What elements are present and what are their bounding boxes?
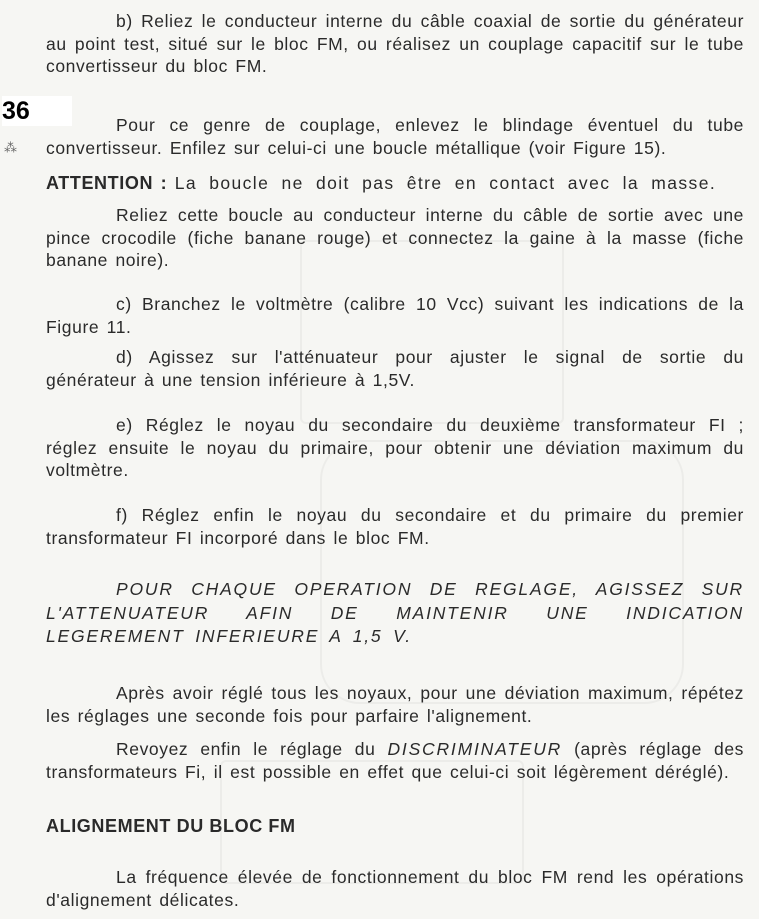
section-heading: ALIGNEMENT DU BLOC FM	[46, 816, 296, 836]
paragraph-c: c) Branchez le voltmètre (calibre 10 Vcc) suivant les indications de la Figure 11.	[46, 294, 744, 337]
paragraph-d: d) Agissez sur l'atténuateur pour ajuster le signal de sortie du générateur à une tension inférieure à 1,5V.	[46, 347, 744, 390]
paragraph-b: b) Reliez le conducteur interne du câble coaxial de sortie du générateur au point test, situé sur le bloc FM, ou réalisez un couplage capacitif sur le tube convertisseur du bloc FM.	[46, 11, 744, 76]
revoyez-suffix: (après réglage des transformateurs Fi, il est possible en effet que celui-ci soit légèrement déréglé).	[46, 739, 744, 782]
page-number: 36	[2, 96, 72, 126]
paragraph-f: f) Réglez enfin le noyau du secondaire et du primaire du premier transformateur FI incorporé dans le bloc FM.	[46, 505, 744, 548]
warning-paragraph: POUR CHAQUE OPERATION DE REGLAGE, AGISSEZ SUR L'ATTENUATEUR AFIN DE MAINTENIR UNE INDICATION LEGEREMENT INFERIEURE A 1,5 V.	[46, 579, 744, 646]
paragraph-couplage: Pour ce genre de couplage, enlevez le blindage éventuel du tube convertisseur. Enfilez sur celui-ci une boucle métallique (voir Figure 15).	[46, 115, 744, 158]
revoyez-prefix: Revoyez enfin le réglage du	[116, 739, 388, 759]
paragraph-final: La fréquence élevée de fonctionnement du bloc FM rend les opérations d'alignement délicates.	[46, 867, 744, 910]
attention-label: ATTENTION :	[46, 173, 168, 193]
margin-mark: ⁂	[4, 140, 17, 155]
attention-text: La boucle ne doit pas être en contact avec la masse.	[174, 173, 717, 193]
paragraph-reliez: Reliez cette boucle au conducteur interne du câble de sortie avec une pince crocodile (fiche banane rouge) et connectez la gaine à la masse (fiche banane noire).	[46, 205, 744, 270]
attention-paragraph	[46, 172, 744, 195]
discriminateur-term: DISCRIMINATEUR	[387, 739, 563, 759]
paragraph-apres: Après avoir réglé tous les noyaux, pour une déviation maximum, répétez les réglages une seconde fois pour parfaire l'alignement.	[46, 683, 744, 726]
paragraph-e: e) Réglez le noyau du secondaire du deuxième transformateur FI ; réglez ensuite le noyau du primaire, pour obtenir une déviation maximum du voltmètre.	[46, 415, 744, 480]
paragraph-revoyez	[46, 738, 744, 783]
